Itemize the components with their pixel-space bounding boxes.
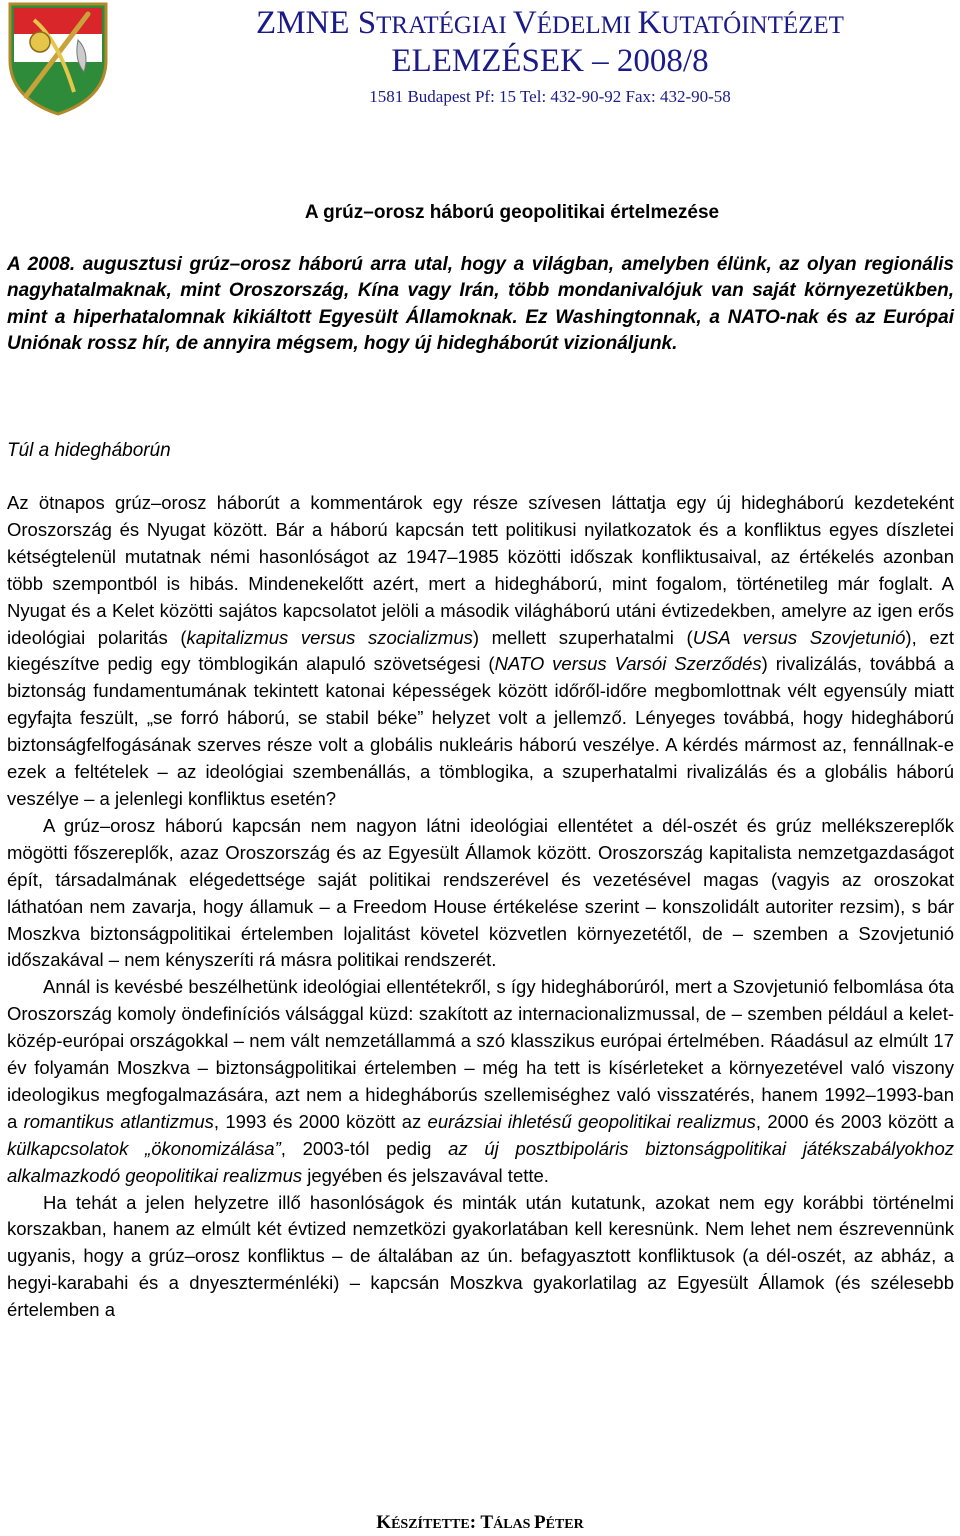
document-title: A grúz–orosz háború geopolitikai értelmezése: [304, 202, 720, 223]
paragraph-4: Ha tehát a jelen helyzetre illő hasonlóságok és minták után kutatunk, azokat nem egy korábbi történelmi korszakban, hanem az elmúlt két évtized nemzetközi gyakorlatában kell keresnünk. Nem lehet nem észrevennünk ugyanis, hogy a grúz–orosz konfliktus – de általában az ún. befagyasztott konfliktusok (a dél-oszét, az abház, a hegyi-karabahi és a dnyeszterménléki) – kapcsán Moszkva gyakorlatilag az Egyesült Államok (és szélesebb értelemben a: [7, 1191, 954, 1321]
contact-address: 1581 Budapest Pf: 15 Tel: 432-90-92 Fax: 432-90-58: [369, 87, 731, 106]
lead-paragraph: A 2008. augusztusi grúz–orosz háború arra utal, hogy a világban, amelyben élünk, az olyan regionális nagyhatalmaknak, mint Oroszország, Kína vagy Irán, több mondanivalójuk van saját környezetükben, mint a hiperhatalomnak kikiáltott Egyesült Államoknak. Ez Washingtonnak, a NATO-nak és az Európai Uniónak rossz hír, de annyira mégsem, hogy új hidegháborút vizionáljunk.: [7, 254, 954, 355]
paragraph-2: A grúz–orosz háború kapcsán nem nagyon látni ideológiai ellentétet a dél-oszét és grúz mellékszereplők mögötti főszereplők, azaz Oroszország és az Egyesült Államok között. Oroszország kapitalista nemzetgazdaságot épít, társadalmának elégedettsége saját politikai rendszerével és vezetésével magas (vagyis az oroszokat láthatóan nem zavarja, hogy államuk – a Freedom House értékelése szerint – konszolidált autoriter rezsim), s bár Moszkva biztonságpolitikai értelemben lojalitást követel közvetlen környezetétől, de – szemben a Szovjetunió időszakával – nem kényszeríti rá másra politikai rendszerét.: [7, 814, 954, 971]
paragraph-3: Annál is kevésbé beszélhetünk ideológiai ellentétekről, s így hidegháborúról, mert a Szovjetunió felbomlása óta Oroszország komoly öndefiníciós válsággal küzd: szakított az internacionalizmussal, de – szemben például a kelet-közép-európai országokkal – nem vált nemzetállammá a szó klasszikus európai értelmében. Ráadásul az elmúlt 17 év folyamán Moszkva – biztonságpolitikai értelemben – még ha tett is kísérleteket a környezetével való viszony ideologikus megfogalmazására, azt nem a hidegháborús szellemiséghez való visszatérés, hanem 1992–1993-ban a romantikus atlantizmus, 1993 és 2000 között az eurázsiai ihletésű geopolitikai realizmus, 2000 és 2003 között a külkapcsolatok „ökonomizálása”, 2003-tól pedig az új posztbipoláris biztonságpolitikai játékszabályokhoz alkalmazkodó geopolitikai realizmus jegyében és jelszavával tette.: [7, 976, 954, 1186]
series-label: ELEMZÉSEK – 2008/8: [391, 43, 709, 79]
paragraph-1: Az ötnapos grúz–orosz háborút a kommentárok egy része szívesen láttatja egy új hidegháború kezdeteként Oroszország és Nyugat között. Bár a háború kapcsán tett politikusi nyilatkozatok és a konfliktus egyes díszletei kétségtelenül mutatnak némi hasonlóságot az 1947–1985 közötti időszak konfliktusaival, az értékelés azonban több szempontból is hibás. Mindenekelőtt azért, mert a hidegháború, mint fogalom, történetileg már foglalt. A Nyugat és a Kelet közötti sajátos kapcsolatot jelöli a második világháború utáni évtizedekben, amelyre az igen erős ideológiai polaritás (kapitalizmus versus szocializmus) mellett szuperhatalmi (USA versus Szovjetunió), ezt kiegészítve pedig egy tömblogikán alapuló szövetségesi (NATO versus Varsói Szerződés) rivalizálás, továbbá a biztonság fundamentumának tekintett katonai képességek között időről-időre megbomlottnak vélt egyensúly miatt egyfajta feszült, „se forró háború, se stabil béke” helyzet volt a jellemző. Lényeges továbbá, hogy hidegháború biztonságfelfogásának szerves része volt a globális nukleáris háború veszélye. A kérdés mármost az, fennállnak-e ezek a feltételek – az ideológiai szembenállás, a tömblogika, a szuperhatalmi rivalizálás és a globális háború veszélye – a jelenlegi konfliktus esetén?: [7, 492, 954, 809]
body-text: [7, 490, 954, 1324]
institute-crest-icon: [4, 0, 112, 116]
author-credit: KÉSZÍTETTE: TÁLAS PÉTER: [376, 1512, 584, 1533]
section-heading: Túl a hidegháborún: [7, 440, 171, 461]
institute-name: ZMNE STRATÉGIAI VÉDELMI KUTATÓINTÉZET: [256, 5, 844, 41]
